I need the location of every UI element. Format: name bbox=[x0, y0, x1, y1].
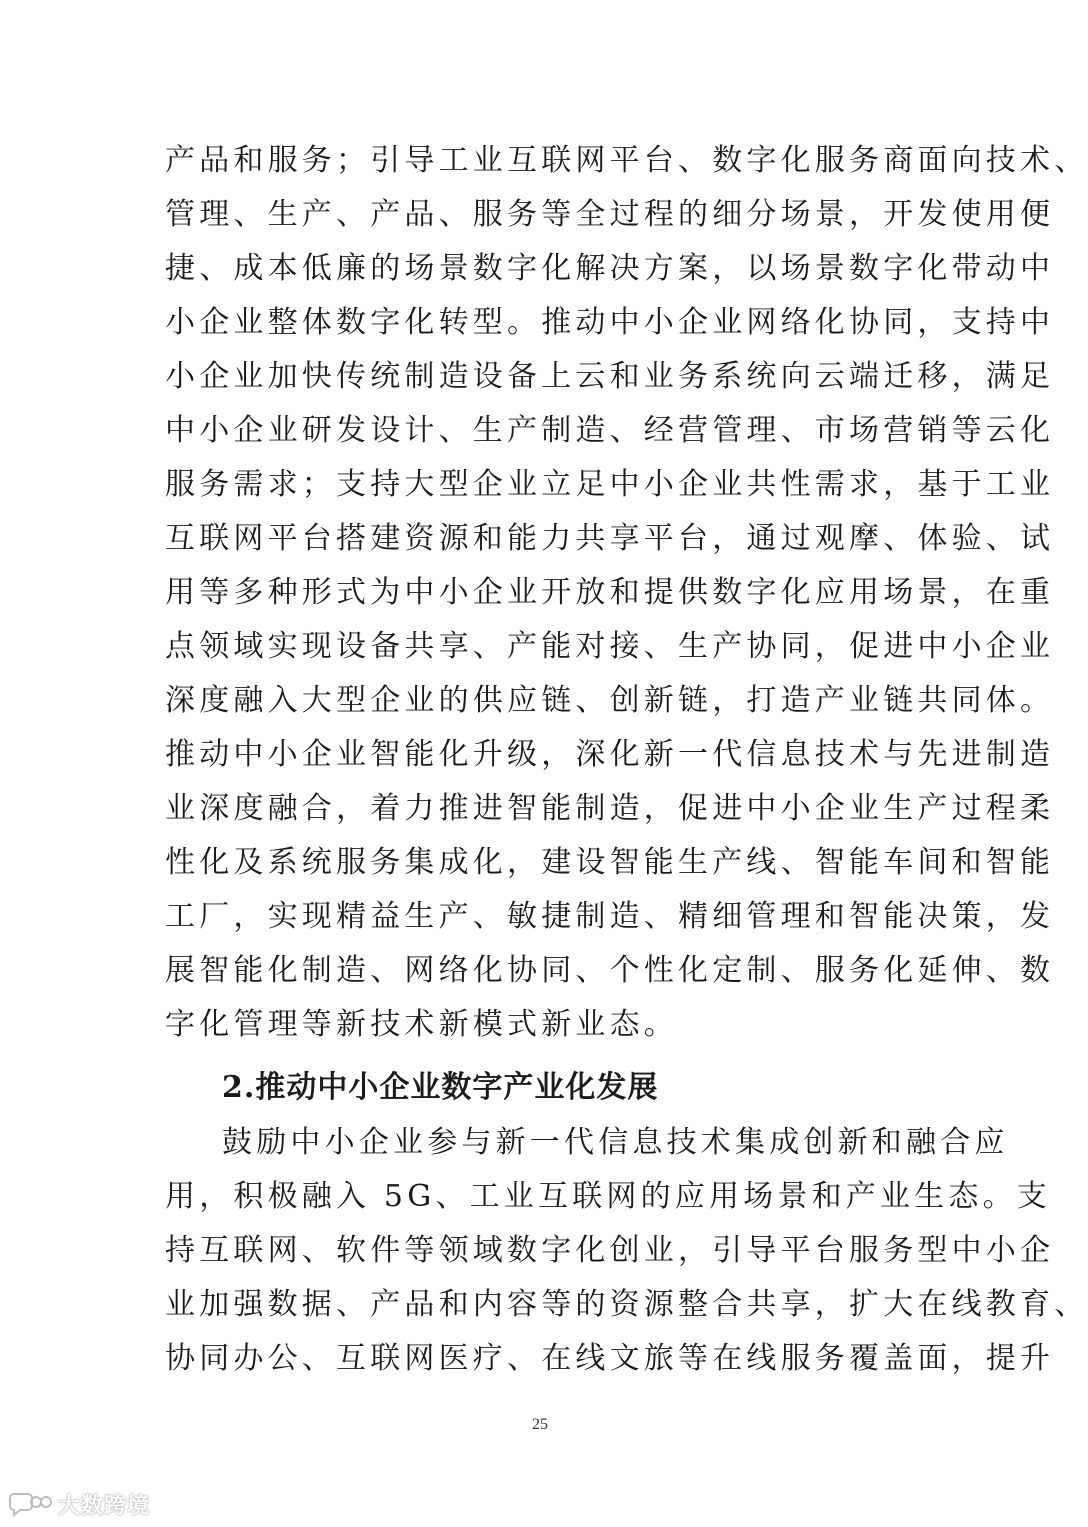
paragraph-line: 鼓励中小企业参与新一代信息技术集成创新和融合应 bbox=[222, 1125, 1009, 1160]
paragraph-line: 捷、成本低廉的场景数字化解决方案，以场景数字化带动中 bbox=[165, 251, 1055, 286]
paragraph-line: 持互联网、软件等领域数字化创业，引导平台服务型中小企 bbox=[165, 1233, 1055, 1268]
paragraph-line: 字化管理等新技术新模式新业态。 bbox=[165, 1007, 678, 1042]
paragraph-line: 用等多种形式为中小企业开放和提供数字化应用场景，在重 bbox=[165, 575, 1055, 610]
paragraph-line: 产品和服务；引导工业互联网平台、数字化服务商面向技术、 bbox=[165, 143, 1088, 178]
paragraph-line: 管理、生产、产品、服务等全过程的细分场景，开发使用便 bbox=[165, 197, 1055, 232]
paragraph-line: 工厂，实现精益生产、敏捷制造、精细管理和智能决策，发 bbox=[165, 899, 1055, 934]
paragraph-line: 协同办公、互联网医疗、在线文旅等在线服务覆盖面，提升 bbox=[165, 1341, 1055, 1376]
paragraph-line: 推动中小企业智能化升级，深化新一代信息技术与先进制造 bbox=[165, 737, 1055, 772]
watermark-text: 大数跨境 bbox=[58, 1493, 151, 1519]
paragraph-line: 小企业整体数字化转型。推动中小企业网络化协同，支持中 bbox=[165, 305, 1055, 340]
paragraph-line: 用，积极融入 5G、工业互联网的应用场景和产业生态。支 bbox=[165, 1179, 1051, 1214]
paragraph-line: 服务需求；支持大型企业立足中小企业共性需求，基于工业 bbox=[165, 467, 1055, 502]
paragraph-line: 业深度融合，着力推进智能制造，促进中小企业生产过程柔 bbox=[165, 791, 1055, 826]
page-number: 25 bbox=[532, 1416, 548, 1433]
speech-bubble-logo-icon bbox=[8, 1490, 52, 1518]
paragraph-line: 点领域实现设备共享、产能对接、生产协同，促进中小企业 bbox=[165, 629, 1055, 664]
paragraph-line: 小企业加快传统制造设备上云和业务系统向云端迁移，满足 bbox=[165, 359, 1055, 394]
watermark bbox=[8, 1488, 150, 1520]
paragraph-line: 中小企业研发设计、生产制造、经营管理、市场营销等云化 bbox=[165, 413, 1055, 448]
paragraph-line: 深度融入大型企业的供应链、创新链，打造产业链共同体。 bbox=[165, 683, 1055, 718]
paragraph-line: 展智能化制造、网络化协同、个性化定制、服务化延伸、数 bbox=[165, 953, 1055, 988]
paragraph-line: 业加强数据、产品和内容等的资源整合共享，扩大在线教育、 bbox=[165, 1287, 1088, 1322]
paragraph-line: 性化及系统服务集成化，建设智能生产线、智能车间和智能 bbox=[165, 845, 1055, 880]
paragraph-line: 互联网平台搭建资源和能力共享平台，通过观摩、体验、试 bbox=[165, 521, 1055, 556]
section-heading: 2.推动中小企业数字产业化发展 bbox=[222, 1070, 659, 1105]
